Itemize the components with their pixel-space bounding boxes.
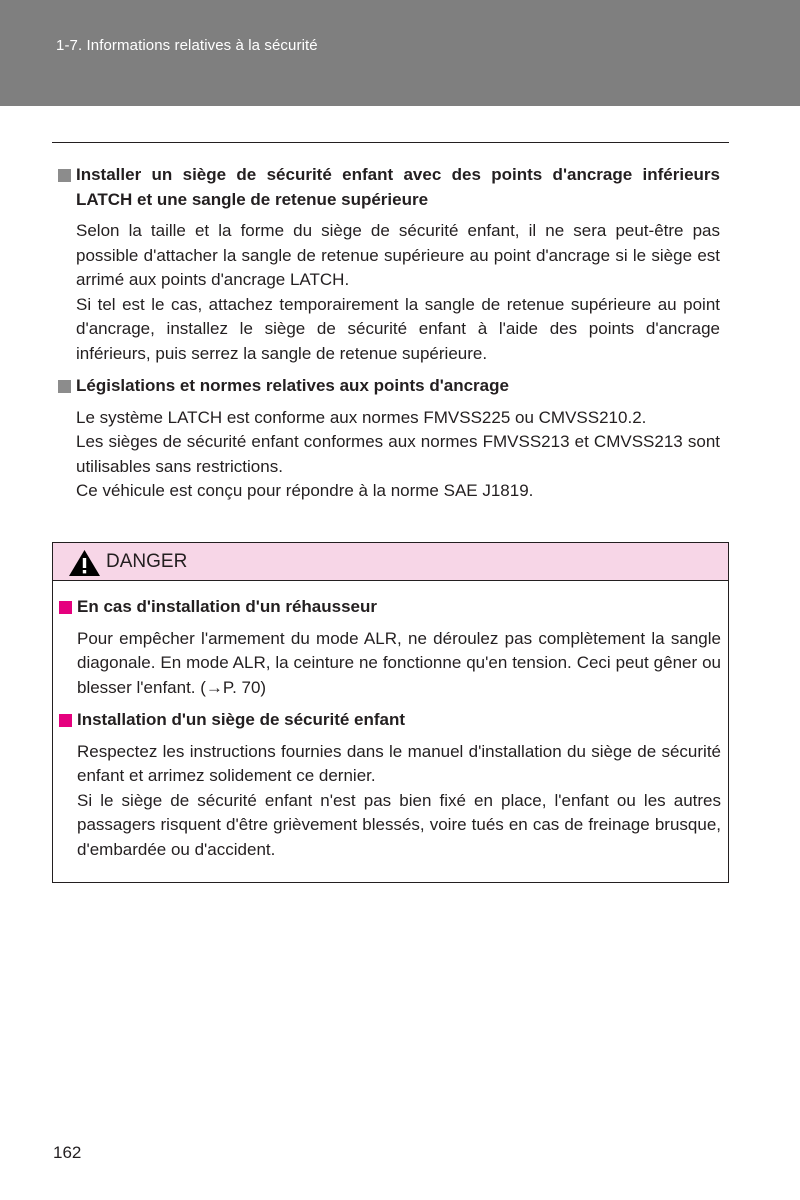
danger-heading-text: Installation d'un siège de sécurité enfant: [77, 710, 406, 729]
danger-heading: [57, 595, 721, 620]
danger-label: DANGER: [106, 551, 188, 572]
danger-heading-text: En cas d'installation d'un réhausseur: [77, 597, 377, 616]
section-title: 1-7. Informations relatives à la sécurité: [56, 37, 318, 54]
section-heading: [56, 374, 720, 399]
danger-box: [52, 542, 729, 883]
page-header: [0, 0, 800, 106]
section-heading-text: Installer un siège de sécurité enfant avec des points d'ancrage inférieurs LATCH et une sangle de retenue supérieure: [76, 165, 720, 209]
paragraph: Selon la taille et la forme du siège de sécurité enfant, il ne sera peut-être pas possible d'attacher la sangle de retenue supérieure au point d'ancrage si le siège est arrimé aux points d'ancrage LATCH.: [76, 221, 720, 289]
square-bullet-icon: [58, 380, 71, 393]
paragraph: Pour empêcher l'armement du mode ALR, ne déroulez pas complètement la sangle diagonale. En mode ALR, la ceinture ne fonctionne qu'en tension. Ceci peut gêner ou blesser l'enfant. (→P. 70): [77, 628, 721, 697]
square-bullet-icon: [59, 714, 72, 727]
paragraph: Si le siège de sécurité enfant n'est pas bien fixé en place, l'enfant ou les autres passagers risquent d'être grièvement blessés, voire tués en cas de freinage brusque, d'embardée ou d'accident.: [77, 790, 721, 859]
warning-triangle-icon: [68, 549, 101, 577]
paragraph: Respectez les instructions fournies dans le manuel d'installation du siège de sécurité enfant et arrimez solidement ce dernier.: [77, 741, 721, 785]
main-content: [56, 163, 720, 504]
divider: [52, 142, 729, 143]
square-bullet-icon: [58, 169, 71, 182]
danger-heading: [57, 708, 721, 733]
section-heading: [56, 163, 720, 212]
page-number: 162: [53, 1143, 82, 1162]
paragraph: Ce véhicule est conçu pour répondre à la norme SAE J1819.: [76, 481, 534, 500]
paragraph: Les sièges de sécurité enfant conformes aux normes FMVSS213 et CMVSS213 sont utilisables sans restrictions.: [76, 432, 720, 476]
danger-body: [57, 595, 721, 862]
square-bullet-icon: [59, 601, 72, 614]
danger-header: [53, 543, 728, 581]
section-heading-text: Législations et normes relatives aux points d'ancrage: [76, 376, 509, 395]
paragraph: Si tel est le cas, attachez temporairement la sangle de retenue supérieure au point d'ancrage, installez le siège de sécurité enfant à l'aide des points d'ancrage inférieurs, puis serrez la sangle de retenue supérieure.: [76, 294, 720, 363]
paragraph: Le système LATCH est conforme aux normes FMVSS225 ou CMVSS210.2.: [76, 407, 647, 427]
